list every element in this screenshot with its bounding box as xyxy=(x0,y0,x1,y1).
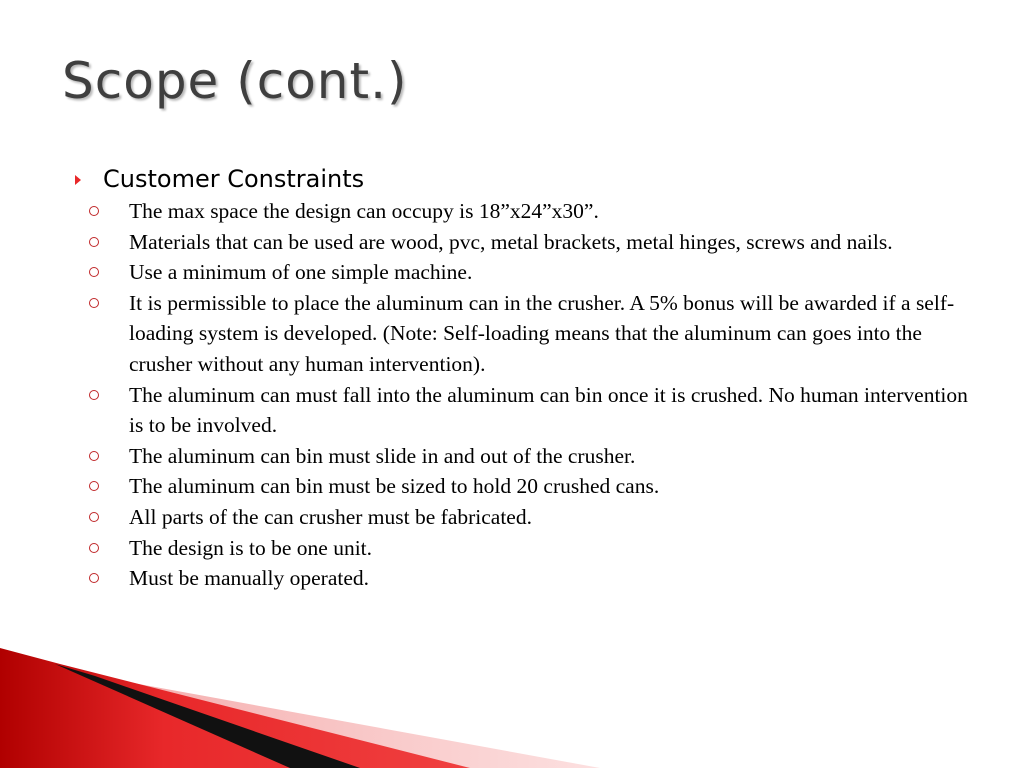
constraints-heading xyxy=(72,162,982,196)
list-item xyxy=(72,533,982,564)
list-item xyxy=(72,288,982,380)
hollow-circle-icon xyxy=(89,298,99,308)
list-item xyxy=(72,563,982,594)
list-item xyxy=(72,196,982,227)
hollow-circle-icon xyxy=(89,481,99,491)
list-item-text: All parts of the can crusher must be fabricated. xyxy=(129,504,532,529)
list-item-text: The max space the design can occupy is 18”x24”x30”. xyxy=(129,199,599,223)
constraints-list xyxy=(72,196,982,594)
hollow-circle-icon xyxy=(89,543,99,553)
list-item xyxy=(72,227,982,258)
hollow-circle-icon xyxy=(89,451,99,461)
list-item-text: It is permissible to place the aluminum can in the crusher. A 5% bonus will be awarded if a self- loading system is developed. (Note: Self-loading means that the aluminum can goes into the crusher without any human intervention). xyxy=(129,290,955,376)
list-item-text: Use a minimum of one simple machine. xyxy=(129,260,473,285)
list-item-text: The design is to be one unit. xyxy=(129,535,373,560)
slide-title: Scope (cont.) xyxy=(62,52,408,110)
list-item xyxy=(72,380,982,441)
list-item-text: The aluminum can bin must slide in and out of the crusher. xyxy=(129,443,636,468)
decorative-swoosh xyxy=(0,638,1024,768)
list-item xyxy=(72,471,982,502)
list-item xyxy=(72,441,982,472)
slide-content xyxy=(72,162,982,594)
hollow-circle-icon xyxy=(89,237,99,247)
list-item-text: The aluminum can bin must be sized to hold 20 crushed cans. xyxy=(129,474,660,499)
hollow-circle-icon xyxy=(89,512,99,522)
constraints-heading-label: Customer Constraints xyxy=(103,165,365,193)
arrow-right-icon xyxy=(75,175,81,185)
hollow-circle-icon xyxy=(89,267,99,277)
hollow-circle-icon xyxy=(89,390,99,400)
hollow-circle-icon xyxy=(89,206,99,216)
list-item-text: The aluminum can must fall into the aluminum can bin once it is crushed. No human intervention is to be involved. xyxy=(129,382,968,438)
list-item-text: Must be manually operated. xyxy=(129,566,370,591)
list-item xyxy=(72,502,982,533)
list-item xyxy=(72,257,982,288)
hollow-circle-icon xyxy=(89,573,99,583)
list-item-text: Materials that can be used are wood, pvc, metal brackets, metal hinges, screws and nails. xyxy=(129,229,893,254)
